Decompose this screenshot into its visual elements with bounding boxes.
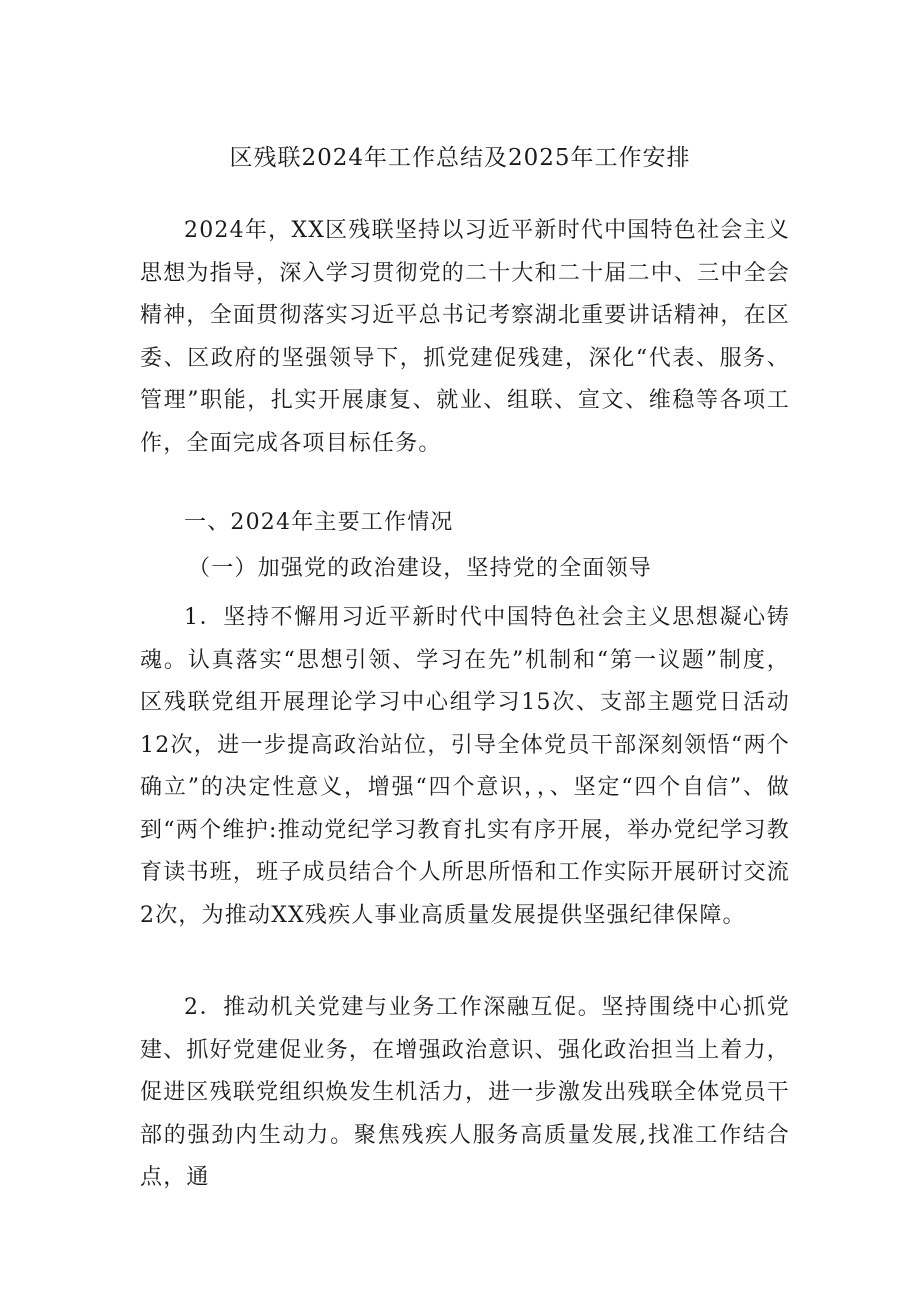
intro-paragraph: 2024年，XX区残联坚持以习近平新时代中国特色社会主义思想为指导，深入学习贯彻党的二十大和二十届二中、三中全会精神，全面贯彻落实习近平总书记考察湖北重要讲话精神，在区委、区政府的坚强领导下，抓党建促残建，深化“代表、服务、管理”职能，扎实开展康复、就业、组联、宣文、维稳等各项工作，全面完成各项目标任务。 bbox=[140, 218, 790, 456]
item-1-paragraph: 1．坚持不懈用习近平新时代中国特色社会主义思想凝心铸魂。认真落实“思想引领、学习在先”机制和“第一议题”制度，区残联党组开展理论学习中心组学习15次、支部主题党日活动12次，进一步提高政治站位，引导全体党员干部深刻领悟“两个确立”的决定性意义，增强“四个意识，，、坚定“四个自信”、做到“两个维护:推动党纪学习教育扎实有序开展，举办党纪学习教育读书班，班子成员结合个人所思所悟和工作实际开展研讨交流2次，为推动XX残疾人事业高质量发展提供坚强纪律保障。 bbox=[140, 605, 790, 928]
section-heading: 一、2024年主要工作情况 bbox=[184, 510, 454, 535]
item-2-paragraph: 2．推动机关党建与业务工作深融互促。坚持围绕中心抓党建、抓好党建促业务，在增强政治意识、强化政治担当上着力，促进区残联党组织焕发生机活力，进一步激发出残联全体党员干部的强劲内生动力。聚焦残疾人服务高质量发展,找准工作结合点，通 bbox=[140, 995, 790, 1190]
subsection-heading: （一）加强党的政治建设，坚持党的全面领导 bbox=[188, 556, 653, 581]
document-title: 区残联2024年工作总结及2025年工作安排 bbox=[229, 145, 691, 171]
